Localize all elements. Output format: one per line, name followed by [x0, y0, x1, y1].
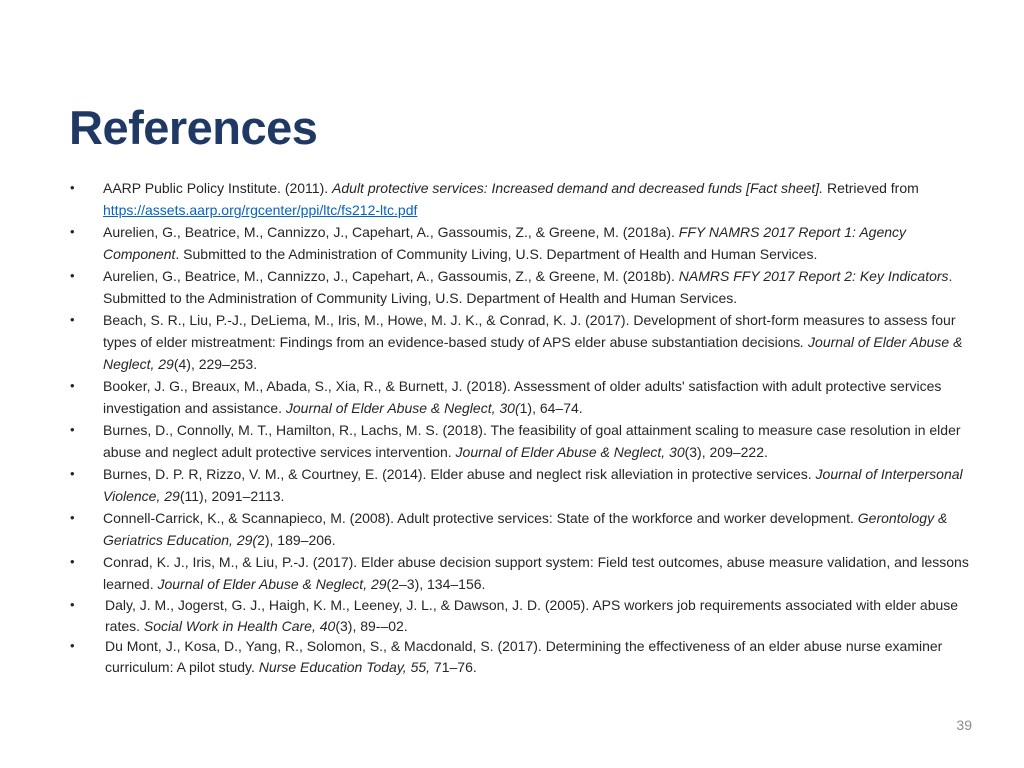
reference-italic-text: Adult protective services: Increased demand and decreased funds [Fact sheet]. — [332, 180, 824, 196]
reference-text: (11), 2091–2113. — [179, 488, 285, 504]
bullet-icon: • — [70, 268, 75, 283]
reference-italic-text: Social Work in Health Care, 40 — [143, 617, 336, 634]
bullet-icon: • — [70, 554, 75, 569]
bullet-icon: • — [70, 638, 75, 653]
reference-item — [70, 507, 970, 551]
reference-text: Daly, J. M., Jogerst, G. J., Haigh, K. M., Leeney, J. L., & Dawson, J. D. (2005). APS workers job requirements associated with elder abuse rates. — [105, 597, 959, 634]
reference-italic-text: . Journal of Elder Abuse & Neglect, 29 — [103, 334, 963, 372]
reference-item — [70, 463, 970, 507]
reference-text: Retrieved from — [823, 180, 919, 196]
reference-italic-text: Journal of Elder Abuse & Neglect, 29 — [157, 576, 387, 592]
reference-link[interactable]: https://assets.aarp.org/rgcenter/ppi/ltc/fs212-ltc.pdf — [103, 202, 418, 218]
reference-text: AARP Public Policy Institute. (2011). — [103, 180, 333, 196]
reference-text: 1), 64–74. — [519, 400, 583, 416]
reference-item — [70, 551, 970, 595]
reference-text: Conrad, K. J., Iris, M., & Liu, P.-J. (2017). Elder abuse decision support system: Field test outcomes, abuse measure validation, and lessons learned. — [103, 554, 969, 592]
bullet-icon: • — [70, 378, 75, 393]
reference-italic-text: Journal of Elder Abuse & Neglect, 30 — [455, 444, 685, 460]
reference-text: Aurelien, G., Beatrice, M., Cannizzo, J., Capehart, A., Gassoumis, Z., & Greene, M. (2018a). — [103, 224, 679, 240]
reference-text: (3), 209–222. — [684, 444, 768, 460]
reference-text: . Submitted to the Administration of Community Living, U.S. Department of Health and Human Services. — [103, 268, 953, 306]
reference-text: Booker, J. G., Breaux, M., Abada, S., Xia, R., & Burnett, J. (2018). Assessment of older adults' satisfaction with adult protective services investigation and assistance. — [103, 378, 942, 416]
bullet-icon: • — [70, 597, 75, 612]
reference-text: . Submitted to the Administration of Community Living, U.S. Department of Health and Human Services. — [175, 246, 818, 262]
reference-text: Connell-Carrick, K., & Scannapieco, M. (2008). Adult protective services: State of the workforce and worker development. — [103, 510, 858, 526]
bullet-icon: • — [70, 224, 75, 239]
bullet-icon: • — [70, 422, 75, 437]
reference-item — [70, 375, 970, 419]
reference-item — [70, 221, 970, 265]
reference-text: Burnes, D. P. R, Rizzo, V. M., & Courtney, E. (2014). Elder abuse and neglect risk alleviation in protective services. — [103, 466, 816, 482]
reference-list — [70, 177, 970, 677]
reference-item — [70, 309, 970, 375]
page-number: 39 — [956, 717, 972, 733]
reference-text: 2), 189–206. — [257, 532, 336, 548]
reference-text: (3), 89-–02. — [335, 617, 408, 634]
reference-text: (2–3), 134–156. — [386, 576, 486, 592]
reference-italic-text: Journal of Interpersonal Violence, 29 — [103, 466, 963, 504]
reference-text: Aurelien, G., Beatrice, M., Cannizzo, J., Capehart, A., Gassoumis, Z., & Greene, M. (2018b). — [103, 268, 679, 284]
bullet-icon: • — [70, 466, 75, 481]
reference-italic-text: Gerontology & Geriatrics Education, 29( — [103, 510, 948, 548]
bullet-icon: • — [70, 312, 75, 327]
reference-item — [70, 595, 970, 636]
reference-item — [70, 265, 970, 309]
reference-text: Beach, S. R., Liu, P.-J., DeLiema, M., Iris, M., Howe, M. J. K., & Conrad, K. J. (2017). Development of short-form measures to assess four types of elder mistreatment: Findings from an evidence-based study of APS elder abuse substantiation decisions — [103, 312, 956, 350]
bullet-icon: • — [70, 180, 75, 195]
page-title: References — [69, 101, 318, 154]
reference-text: Du Mont, J., Kosa, D., Yang, R., Solomon, S., & Macdonald, S. (2017). Determining the effectiveness of an elder abuse nurse examiner curriculum: A pilot study. — [105, 638, 943, 675]
reference-item — [70, 177, 970, 221]
reference-italic-text: Nurse Education Today, 55, — [258, 658, 431, 675]
reference-item — [70, 419, 970, 463]
reference-text: (4), 229–253. — [173, 356, 258, 372]
reference-item — [70, 636, 970, 677]
reference-italic-text: FFY NAMRS 2017 Report 1: Agency Component — [103, 224, 907, 262]
reference-text: Burnes, D., Connolly, M. T., Hamilton, R., Lachs, M. S. (2018). The feasibility of goal attainment scaling to measure case resolution in elder abuse and neglect adult protective services intervention. — [103, 422, 961, 460]
bullet-icon: • — [70, 510, 75, 525]
reference-italic-text: NAMRS FFY 2017 Report 2: Key Indicators — [678, 268, 949, 284]
reference-text: 71–76. — [430, 658, 477, 675]
reference-italic-text: Journal of Elder Abuse & Neglect, 30( — [285, 400, 520, 416]
